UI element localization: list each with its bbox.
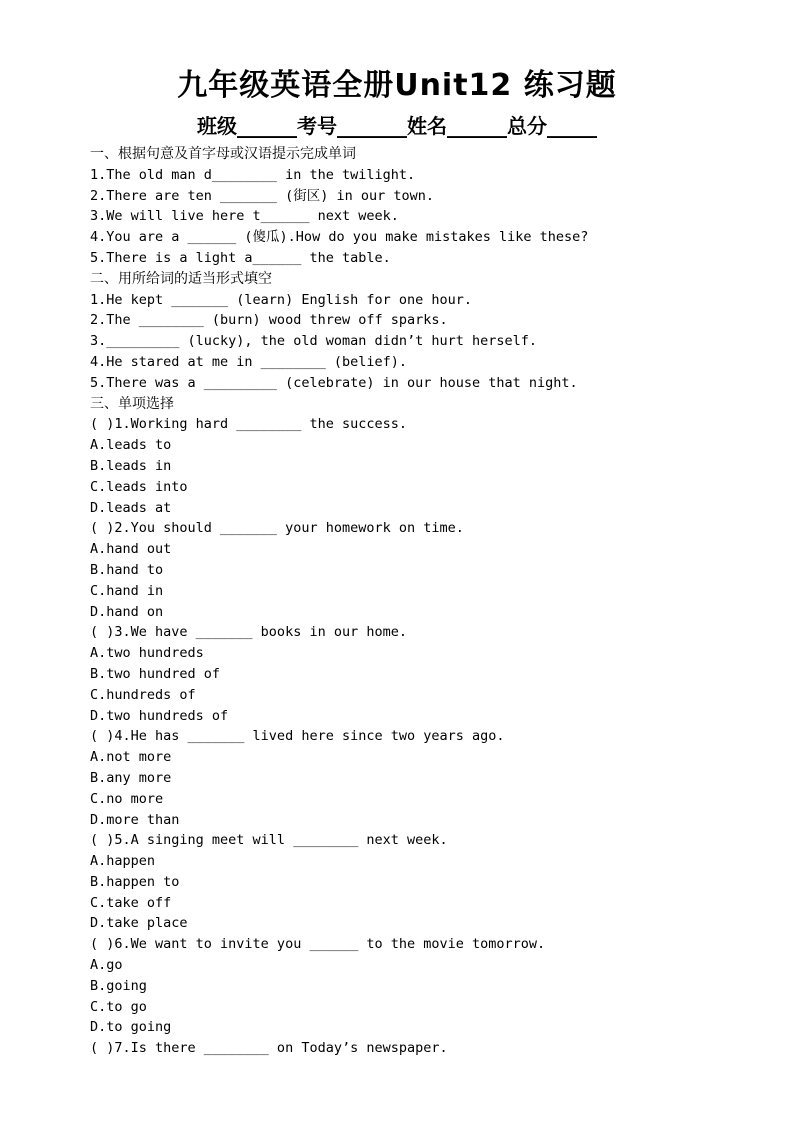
exercise-line: 3.We will live here t______ next week. bbox=[90, 208, 399, 225]
exercise-line: 4.You are a ______ (傻瓜).How do you make mistakes like these? bbox=[90, 229, 589, 246]
exercise-line: A.hand out bbox=[90, 541, 172, 558]
exercise-line: ( )4.He has _______ lived here since two years ago. bbox=[90, 728, 505, 745]
exercise-line: ( )7.Is there ________ on Today’s newspaper. bbox=[90, 1040, 448, 1057]
exercise-line: 2.The ________ (burn) wood threw off sparks. bbox=[90, 312, 448, 329]
exercise-line: D.hand on bbox=[90, 603, 164, 620]
exercise-line: C.hundreds of bbox=[90, 686, 196, 703]
exercise-line: B.two hundred of bbox=[90, 665, 221, 682]
page-title: 九年级英语全册Unit12 练习题 bbox=[177, 68, 617, 103]
exercise-line: C.leads into bbox=[90, 478, 188, 495]
exercise-line: B.leads in bbox=[90, 457, 172, 474]
exercise-line: ( )3.We have _______ books in our home. bbox=[90, 624, 407, 641]
section-heading: 一、根据句意及首字母或汉语提示完成单词 bbox=[90, 146, 356, 162]
exercise-line: 1.The old man d________ in the twilight. bbox=[90, 166, 416, 183]
section-heading: 二、用所给词的适当形式填空 bbox=[90, 270, 272, 287]
exercise-line: 5.There is a light a______ the table. bbox=[90, 249, 391, 266]
exercise-line: C.hand in bbox=[90, 582, 164, 599]
exercise-line: D.two hundreds of bbox=[90, 707, 229, 724]
exercise-line: 1.He kept _______ (learn) English for one hour. bbox=[90, 291, 473, 308]
worksheet-content bbox=[90, 144, 770, 1059]
exercise-line: 3._________ (lucky), the old woman didn’t hurt herself. bbox=[90, 333, 538, 350]
exercise-line: A.not more bbox=[90, 749, 172, 766]
exercise-line: ( )1.Working hard ________ the success. bbox=[90, 416, 407, 433]
exercise-line: A.happen bbox=[90, 853, 156, 870]
exercise-line: A.two hundreds bbox=[90, 645, 204, 662]
exercise-line: 2.There are ten _______ (街区) in our town. bbox=[90, 187, 434, 204]
exercise-line: A.go bbox=[90, 957, 123, 974]
exercise-line: A.leads to bbox=[90, 437, 172, 454]
exercise-line: D.take place bbox=[90, 915, 188, 932]
exercise-line: 4.He stared at me in ________ (belief). bbox=[90, 353, 407, 370]
exercise-line: C.take off bbox=[90, 894, 172, 911]
exercise-line: ( )5.A singing meet will ________ next week. bbox=[90, 832, 448, 849]
exercise-line: D.to going bbox=[90, 1019, 172, 1036]
exercise-line: C.no more bbox=[90, 790, 164, 807]
section-heading: 三、单项选择 bbox=[90, 395, 174, 412]
exercise-line: ( )6.We want to invite you ______ to the movie tomorrow. bbox=[90, 936, 546, 953]
exercise-line: B.going bbox=[90, 977, 147, 994]
exercise-line: D.leads at bbox=[90, 499, 172, 516]
exercise-line: B.any more bbox=[90, 769, 172, 786]
exercise-line: D.more than bbox=[90, 811, 180, 828]
student-info-line: 班级______考号_______姓名______总分_____ bbox=[197, 114, 597, 138]
exercise-line: B.happen to bbox=[90, 873, 180, 890]
exercise-line: B.hand to bbox=[90, 561, 164, 578]
exercise-line: ( )2.You should _______ your homework on time. bbox=[90, 520, 464, 537]
exercise-line: 5.There was a _________ (celebrate) in our house that night. bbox=[90, 374, 578, 391]
exercise-line: C.to go bbox=[90, 998, 147, 1015]
